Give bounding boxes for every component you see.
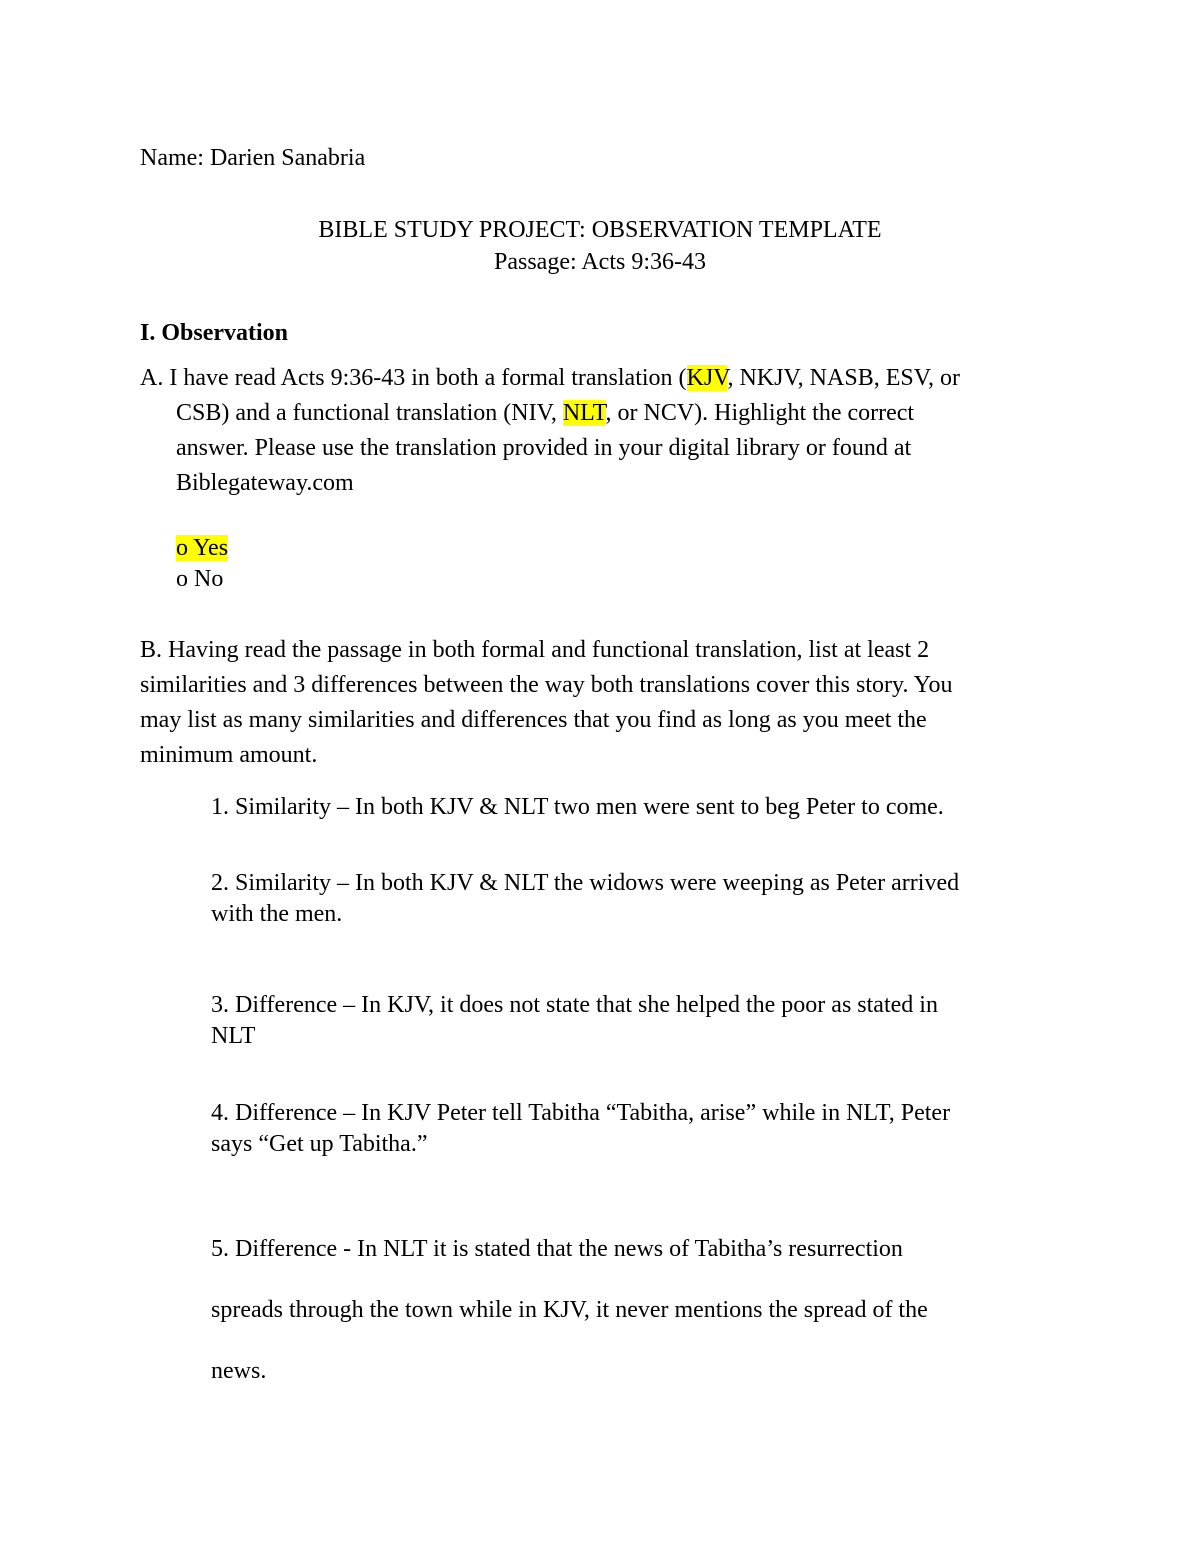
answer-item-4 bbox=[211, 1096, 1071, 1158]
answer-5-line-1: 5. Difference - In NLT it is stated that the news of Tabitha’s resurrection bbox=[211, 1236, 903, 1262]
question-a-line-1 bbox=[140, 361, 1080, 396]
option-yes bbox=[176, 531, 228, 566]
question-b-line-2: similarities and 3 differences between the way both translations cover this story. You bbox=[140, 672, 953, 698]
question-b-line-4: minimum amount. bbox=[140, 742, 318, 768]
question-b bbox=[140, 633, 1080, 773]
question-a-line-2 bbox=[140, 396, 1080, 431]
answer-2-line-2: with the men. bbox=[211, 901, 343, 927]
question-a-text: CSB) and a functional translation (NIV, bbox=[176, 400, 563, 426]
answer-4-line-1: 4. Difference – In KJV Peter tell Tabitha “Tabitha, arise” while in NLT, Peter bbox=[211, 1100, 951, 1126]
answer-item-1 bbox=[211, 790, 1071, 821]
answer-3-line-1: 3. Difference – In KJV, it does not state that she helped the poor as stated in bbox=[211, 992, 938, 1018]
question-a-line-3: answer. Please use the translation provided in your digital library or found at bbox=[176, 435, 912, 461]
passage-reference: Passage: Acts 9:36-43 bbox=[494, 249, 706, 275]
answer-item-3 bbox=[211, 988, 1071, 1050]
document-title: BIBLE STUDY PROJECT: OBSERVATION TEMPLATE bbox=[318, 217, 882, 243]
answer-5-line-2: spreads through the town while in KJV, it never mentions the spread of the bbox=[211, 1297, 928, 1323]
answer-2-line-1: 2. Similarity – In both KJV & NLT the widows were weeping as Peter arrived bbox=[211, 870, 960, 896]
answer-3-line-2: NLT bbox=[211, 1023, 256, 1049]
question-a-text: A. I have read Acts 9:36-43 in both a formal translation ( bbox=[140, 365, 687, 391]
section-heading: I. Observation bbox=[140, 320, 289, 346]
question-a-text: , or NCV). Highlight the correct bbox=[605, 400, 915, 426]
answer-item-5 bbox=[211, 1232, 1071, 1415]
student-name: Name: Darien Sanabria bbox=[140, 145, 366, 171]
question-a bbox=[140, 361, 1080, 501]
answer-item-2 bbox=[211, 866, 1071, 928]
option-yes-label: o Yes bbox=[176, 535, 229, 561]
answer-4-line-2: says “Get up Tabitha.” bbox=[211, 1131, 428, 1157]
option-no: o No bbox=[176, 566, 224, 592]
question-b-line-3: may list as many similarities and differences that you find as long as you meet the bbox=[140, 707, 927, 733]
answer-1-text: 1. Similarity – In both KJV & NLT two men were sent to beg Peter to come. bbox=[211, 794, 944, 820]
highlight-kjv: KJV bbox=[686, 365, 728, 391]
question-a-line-4: Biblegateway.com bbox=[176, 470, 354, 496]
question-a-text: , NKJV, NASB, ESV, or bbox=[727, 365, 960, 391]
highlight-nlt: NLT bbox=[562, 400, 606, 426]
answer-5-line-3: news. bbox=[211, 1358, 267, 1384]
question-b-line-1: B. Having read the passage in both formal and functional translation, list at least 2 bbox=[140, 637, 930, 663]
